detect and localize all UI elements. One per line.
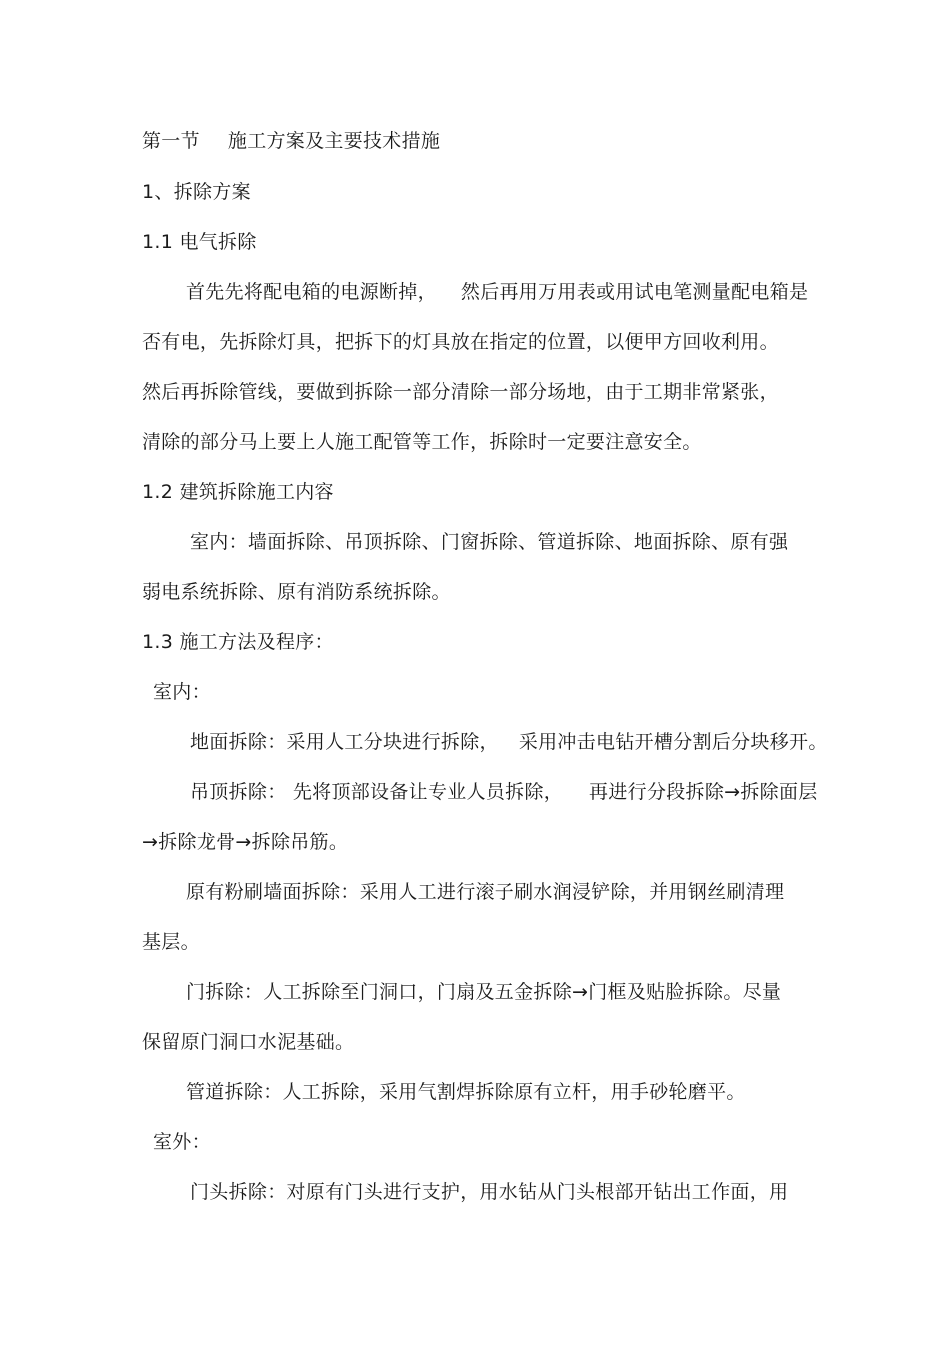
heading-1: 1、拆除方案 <box>142 181 251 203</box>
paragraph-1-1-line-1: 首先先将配电箱的电源断掉， 然后再用万用表或用试电笔测量配电箱是 <box>186 281 809 303</box>
wall-removal-line-2: 基层。 <box>142 931 200 953</box>
section-heading <box>142 129 440 153</box>
ceiling-removal-line-1: 吊顶拆除： 先将顶部设备让专业人员拆除， 再进行分段拆除→拆除面层 <box>190 781 818 803</box>
subheading-1-3: 1.3 施工方法及程序： <box>142 631 334 653</box>
subheading-1-2: 1.2 建筑拆除施工内容 <box>142 481 334 503</box>
section-number: 第一节 <box>142 130 200 152</box>
wall-removal-line-1: 原有粉刷墙面拆除：采用人工进行滚子刷水润浸铲除，并用钢丝刷清理 <box>186 881 785 903</box>
door-removal-line-1: 门拆除：人工拆除至门洞口，门扇及五金拆除→门框及贴脸拆除。尽量 <box>186 981 782 1003</box>
section-title: 施工方案及主要技术措施 <box>227 130 441 152</box>
ceiling-removal-line-2: →拆除龙骨→拆除吊筋。 <box>142 831 349 853</box>
floor-removal-line: 地面拆除：采用人工分块进行拆除， 采用冲击电钻开槽分割后分块移开。 <box>190 731 828 753</box>
paragraph-1-1-line-4: 清除的部分马上要上人施工配管等工作，拆除时一定要注意安全。 <box>142 431 702 453</box>
paragraph-1-2-line-1: 室内：墙面拆除、吊顶拆除、门窗拆除、管道拆除、地面拆除、原有强 <box>190 531 789 553</box>
paragraph-1-2-line-2: 弱电系统拆除、原有消防系统拆除。 <box>142 581 451 603</box>
outdoor-label: 室外： <box>153 1131 211 1153</box>
subheading-1-1: 1.1 电气拆除 <box>142 231 257 253</box>
pipe-removal-line: 管道拆除：人工拆除，采用气割焊拆除原有立杆，用手砂轮磨平。 <box>186 1081 746 1103</box>
paragraph-1-1-line-2: 否有电，先拆除灯具，把拆下的灯具放在指定的位置，以便甲方回收利用。 <box>142 331 779 353</box>
doorhead-removal-line-1: 门头拆除：对原有门头进行支护，用水钻从门头根部开钻出工作面，用 <box>190 1181 789 1203</box>
door-removal-line-2: 保留原门洞口水泥基础。 <box>142 1031 355 1053</box>
indoor-label: 室内： <box>153 681 211 703</box>
paragraph-1-1-line-3: 然后再拆除管线，要做到拆除一部分清除一部分场地，由于工期非常紧张， <box>142 381 779 403</box>
